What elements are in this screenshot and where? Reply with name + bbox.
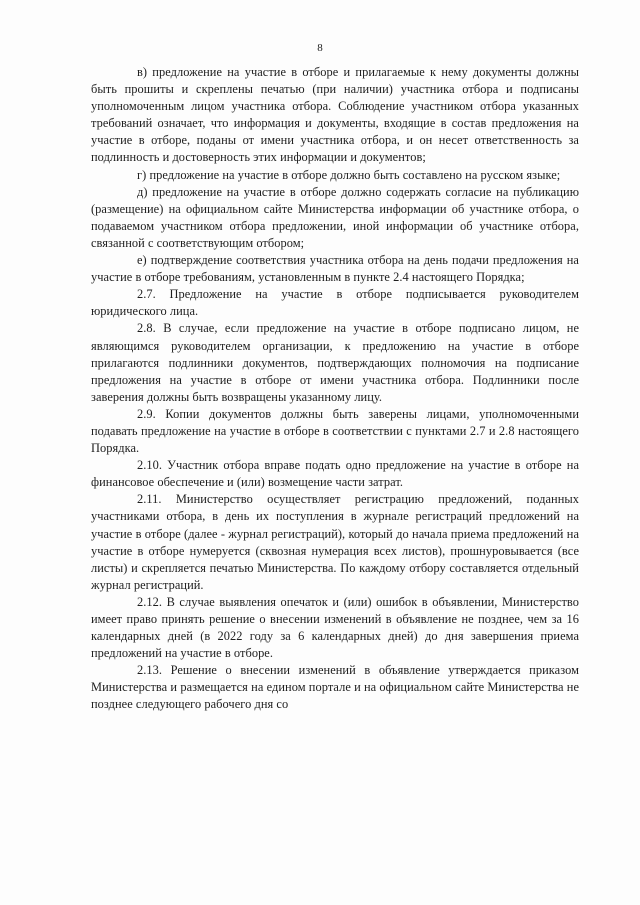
paragraph-v: в) предложение на участие в отборе и прилагаемые к нему документы должны быть прошиты и скреплены печатью (при наличии) участника отбора и подписаны уполномоченным лицом участника отбора. Соблюдение участником отбора указанных требований означает, что информация и документы, входящие в состав предложения на участие в отборе, поданы от имени участника отбора, и он несет ответственность за подлинность и достоверность этих информации и документов;: [91, 65, 579, 165]
page-content: [91, 64, 579, 714]
paragraph-2-13: 2.13. Решение о внесении изменений в объявление утверждается приказом Министерства и размещается на едином портале и на официальном сайте Министерства не позднее следующего рабочего дня со: [91, 663, 579, 712]
paragraph-e: е) подтверждение соответствия участника отбора на день подачи предложения на участие в отборе требованиям, установленным в пункте 2.4 настоящего Порядка;: [91, 253, 579, 285]
paragraph-2-8: 2.8. В случае, если предложение на участие в отборе подписано лицом, не являющимся руководителем организации, к предложению на участие в отборе прилагаются подлинники документов, подтверждающих полномочия на подписание предложения на участие в отборе от имени участника отбора. Подлинники после заверения должны быть возвращены указанному лицу.: [91, 321, 579, 404]
paragraph-2-12: 2.12. В случае выявления опечаток и (или) ошибок в объявлении, Министерство имеет право принять решение о внесении изменений в объявление не позднее, чем за 16 календарных дней (в 2022 году за 6 календарных дней) до дня завершения приема предложений на участие в отборе.: [91, 594, 579, 661]
page-number: 8: [317, 42, 323, 54]
paragraph-2-10: 2.10. Участник отбора вправе подать одно предложение на участие в отборе на финансовое обеспечение и (или) возмещение части затрат.: [91, 458, 579, 490]
paragraph-2-7: 2.7. Предложение на участие в отборе подписывается руководителем юридического лица.: [91, 287, 579, 319]
paragraph-d: д) предложение на участие в отборе должно содержать согласие на публикацию (размещение) на официальном сайте Министерства информации об участнике отбора, о подаваемом участником отбора предложении, иной информации об участнике отбора, связанной с соответствующим отбором;: [91, 184, 579, 250]
paragraph-g: г) предложение на участие в отборе должно быть составлено на русском языке;: [137, 167, 561, 182]
paragraph-2-11: 2.11. Министерство осуществляет регистрацию предложений, поданных участниками отбора, в день их поступления в журнале регистраций предложений на участие в отборе (далее - журнал регистраций), который до начала приема предложений на участие в отборе нумеруется (сквозная нумерация всех листов), прошнуровывается (все листы) и скрепляется печатью Министерства. По каждому отбору составляется отдельный журнал регистраций.: [91, 492, 579, 592]
paragraph-2-9: 2.9. Копии документов должны быть заверены лицами, уполномоченными подавать предложение на участие в отборе в соответствии с пунктами 2.7 и 2.8 настоящего Порядка.: [91, 406, 579, 456]
